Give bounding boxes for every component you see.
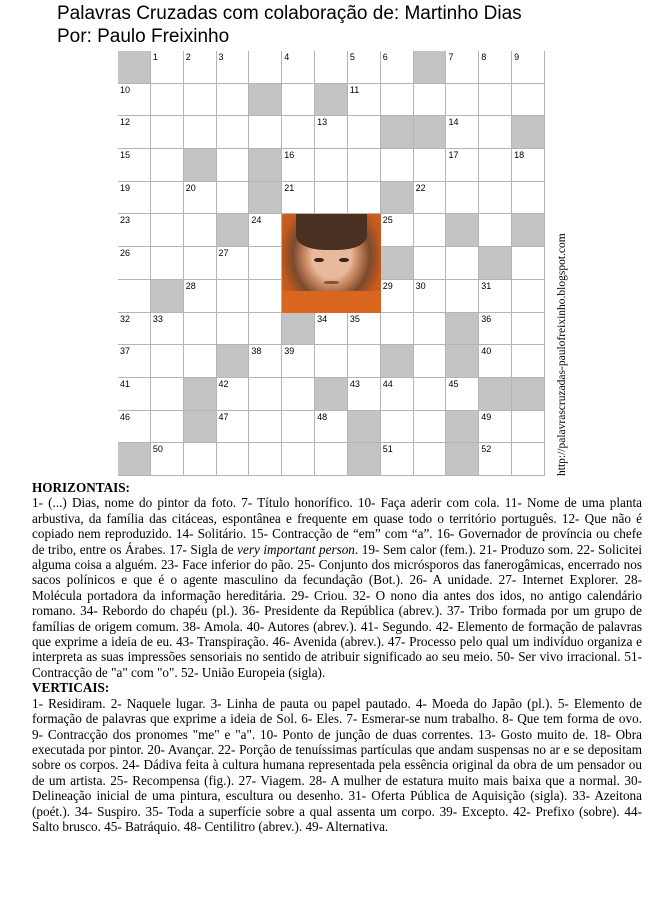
grid-cell[interactable] — [217, 149, 250, 182]
cell-number: 40 — [481, 346, 492, 357]
grid-cell[interactable] — [151, 214, 184, 247]
grid-cell[interactable] — [217, 84, 250, 117]
grid-cell[interactable] — [151, 51, 184, 84]
grid-cell[interactable] — [446, 84, 479, 117]
grid-cell[interactable] — [446, 51, 479, 84]
grid-cell[interactable] — [315, 116, 348, 149]
cell-number: 41 — [120, 378, 131, 389]
cell-number: 14 — [448, 117, 459, 128]
grid-cell[interactable] — [414, 345, 447, 378]
black-cell — [512, 214, 545, 247]
grid-cell[interactable] — [315, 182, 348, 215]
grid-cell[interactable] — [217, 443, 250, 476]
grid-cell[interactable] — [414, 280, 447, 313]
black-cell — [446, 443, 479, 476]
grid-cell[interactable] — [118, 378, 151, 411]
black-cell — [446, 313, 479, 346]
cell-number: 8 — [481, 52, 487, 62]
grid-cell[interactable] — [151, 345, 184, 378]
black-cell — [446, 345, 479, 378]
blog-url: http://palavrascruzadas-paulofreixinho.blogspot.com — [556, 233, 568, 476]
grid-cell[interactable] — [184, 84, 217, 117]
grid-cell[interactable] — [348, 313, 381, 346]
cell-number: 28 — [185, 280, 196, 291]
grid-cell[interactable] — [348, 116, 381, 149]
black-cell — [315, 84, 348, 117]
author-line: Por: Paulo Freixinho — [57, 26, 230, 47]
cell-number: 44 — [382, 378, 393, 389]
grid-cell[interactable] — [315, 51, 348, 84]
grid-cell[interactable] — [249, 313, 282, 346]
black-cell — [348, 411, 381, 444]
grid-cell[interactable] — [118, 116, 151, 149]
grid-cell[interactable] — [479, 345, 512, 378]
grid-cell[interactable] — [151, 84, 184, 117]
crossword-grid — [118, 51, 545, 476]
cell-number: 27 — [218, 248, 229, 259]
grid-cell[interactable] — [249, 214, 282, 247]
grid-cell[interactable] — [217, 280, 250, 313]
cell-number: 5 — [349, 52, 355, 62]
black-cell — [381, 345, 414, 378]
grid-cell[interactable] — [315, 149, 348, 182]
black-cell — [184, 149, 217, 182]
cell-number: 29 — [382, 280, 393, 291]
grid-cell[interactable] — [118, 214, 151, 247]
grid-cell[interactable] — [348, 149, 381, 182]
grid-cell[interactable] — [414, 182, 447, 215]
grid-cell[interactable] — [217, 313, 250, 346]
cell-number: 32 — [120, 313, 131, 324]
grid-cell[interactable] — [348, 84, 381, 117]
grid-cell[interactable] — [446, 247, 479, 280]
grid-cell[interactable] — [282, 116, 315, 149]
grid-cell[interactable] — [446, 149, 479, 182]
grid-cell[interactable] — [348, 182, 381, 215]
grid-cell[interactable] — [249, 443, 282, 476]
grid-cell[interactable] — [512, 247, 545, 280]
cell-number: 51 — [382, 444, 393, 455]
cell-number: 21 — [284, 182, 295, 193]
grid-cell[interactable] — [512, 149, 545, 182]
grid-cell[interactable] — [249, 280, 282, 313]
black-cell — [446, 411, 479, 444]
grid-cell[interactable] — [249, 247, 282, 280]
cell-number: 7 — [448, 52, 454, 62]
grid-cell[interactable] — [512, 313, 545, 346]
cell-number: 25 — [382, 215, 393, 226]
grid-cell[interactable] — [512, 84, 545, 117]
cell-number: 20 — [185, 182, 196, 193]
black-cell — [414, 51, 447, 84]
grid-cell[interactable] — [512, 345, 545, 378]
black-cell — [118, 51, 151, 84]
grid-cell[interactable] — [282, 378, 315, 411]
black-cell — [315, 378, 348, 411]
grid-cell[interactable] — [414, 378, 447, 411]
grid-cell[interactable] — [348, 51, 381, 84]
cell-number: 45 — [448, 378, 459, 389]
black-cell — [381, 247, 414, 280]
grid-cell[interactable] — [381, 84, 414, 117]
grid-cell[interactable] — [184, 443, 217, 476]
grid-cell[interactable] — [414, 411, 447, 444]
grid-cell[interactable] — [479, 84, 512, 117]
grid-cell[interactable] — [151, 411, 184, 444]
grid-cell[interactable] — [118, 411, 151, 444]
grid-cell[interactable] — [282, 443, 315, 476]
cell-number: 46 — [120, 411, 131, 422]
grid-cell[interactable] — [184, 51, 217, 84]
grid-cell[interactable] — [414, 247, 447, 280]
cell-number: 1 — [152, 52, 158, 62]
grid-cell[interactable] — [151, 378, 184, 411]
black-cell — [282, 313, 315, 346]
grid-cell[interactable] — [414, 214, 447, 247]
grid-cell[interactable] — [479, 443, 512, 476]
cell-number: 3 — [218, 52, 224, 62]
vertical-clues: 1- Residiram. 2- Naquele lugar. 3- Linha de pauta ou papel pautado. 4- Moeda do Japão (pl.). 5- Elemento de formação de palavras que exprime a ideia de Sol. 6- Eles. 7- Esmerar-se num trabalho. 8- Que tem forma de ovo. 9- Contracção dos pronomes "me" e "a". 10- Ponto de junção de duas correntes. 13- Gosto muito de. 18- Obra executada por pintor. 20- Avançar. 22- Porção de tenuíssimas partículas que andam suspensas no ar e se depositam sobre os corpos. 24- Dádiva feita à cultura humana representada pela essência original da obra de um pensador ou de um artista. 25- Recompensa (fig.). 27- Viagem. 28- A mulher de estatura muito mais baixa que a normal. 30- Delineação inicial de uma pintura, escultura ou desenho. 31- Oferta Pública de Aquisição (sigla). 33- Azeitona (poét.). 34- Suspiro. 35- Toda a superfície sobre a qual assenta um corpo. 39- Excepto. 42- Prefixo (sobre). 44- Salto brusco. 45- Batráquio. 48- Centilitro (abrev.). 49- Alternativa. — [32, 695, 642, 834]
grid-cell[interactable] — [118, 84, 151, 117]
cell-number: 49 — [481, 411, 492, 422]
grid-cell[interactable] — [479, 51, 512, 84]
black-cell — [381, 182, 414, 215]
grid-cell[interactable] — [381, 443, 414, 476]
cell-number: 11 — [349, 84, 360, 95]
grid-cell[interactable] — [151, 443, 184, 476]
cell-number: 4 — [284, 52, 290, 62]
grid-cell[interactable] — [381, 411, 414, 444]
black-cell — [479, 378, 512, 411]
grid-cell[interactable] — [217, 411, 250, 444]
grid-cell[interactable] — [118, 313, 151, 346]
grid-cell[interactable] — [184, 280, 217, 313]
grid-cell[interactable] — [479, 214, 512, 247]
grid-cell[interactable] — [217, 247, 250, 280]
grid-cell[interactable] — [118, 247, 151, 280]
grid-cell[interactable] — [249, 345, 282, 378]
grid-cell[interactable] — [381, 51, 414, 84]
grid-cell[interactable] — [282, 84, 315, 117]
cell-number: 26 — [120, 248, 131, 259]
grid-cell[interactable] — [479, 116, 512, 149]
cell-number: 16 — [284, 150, 295, 161]
cell-number: 30 — [415, 280, 426, 291]
grid-cell[interactable] — [118, 345, 151, 378]
grid-cell[interactable] — [151, 116, 184, 149]
horizontal-clues-part1: 1- (...) Dias, nome do pintor da foto. 7- Título honorífico. 10- Faça aderir com cola. 11- Nome de uma planta arbustiva, da família das citáceas, espontânea e frequente em quase todo o território português. 12- Que não é copiado nem reproduzido. 14- Solitário. 15- Contracção de “em” com “a”. 16- Governador de província ou chefe de tribo, entre os Árabes. 17- Sigla de — [32, 495, 642, 557]
grid-cell[interactable] — [315, 411, 348, 444]
grid-cell[interactable] — [184, 313, 217, 346]
cell-number: 36 — [481, 313, 492, 324]
black-cell — [512, 378, 545, 411]
grid-cell[interactable] — [217, 182, 250, 215]
cell-number: 22 — [415, 182, 426, 193]
cell-number: 23 — [120, 215, 131, 226]
black-cell — [249, 84, 282, 117]
grid-cell[interactable] — [151, 182, 184, 215]
grid-cell[interactable] — [249, 51, 282, 84]
grid-cell[interactable] — [282, 345, 315, 378]
grid-cell[interactable] — [118, 280, 151, 313]
black-cell — [217, 214, 250, 247]
grid-cell[interactable] — [479, 411, 512, 444]
grid-cell[interactable] — [217, 51, 250, 84]
grid-cell[interactable] — [217, 378, 250, 411]
grid-cell[interactable] — [381, 214, 414, 247]
cell-number: 34 — [317, 313, 328, 324]
black-cell — [414, 116, 447, 149]
grid-cell[interactable] — [315, 313, 348, 346]
grid-cell[interactable] — [151, 313, 184, 346]
black-cell — [184, 411, 217, 444]
horizontal-clues-part2: . 19- Sem calor (fem.). 21- Produzo som. 22- Solicitei alguma coisa a alguém. 23- Face inferior do pão. 25- Conjunto dos micrósporos das fanerogâmicas, encerrado nos sacos polínicos e que é o agente masculino da fecundação (Bot.). 26- A unidade. 27- Internet Explorer. 28- Molécula portadora da informação hereditária. 29- Criou. 32- O nono dia antes dos idos, no antigo calendário romano. 34- Rebordo do chapéu (pl.). 36- Presidente da República (abrev.). 37- Tribo formada por um grupo de famílias de origem comum. 38- Amola. 40- Autores (abrev.). 41- Segundo. 42- Elemento de formação de palavras que exprime a ideia de eu. 43- Transpiração. 46- Avenida (abrev.). 47- Processo pelo qual um indivíduo organiza e interpreta as suas impressões sensoriais no sentido de atribuir significado ao seu meio. 50- Ser vivo irracional. 51- Contracção de "a" com "o". 52- União Europeia (sigla). — [32, 541, 642, 680]
black-cell — [446, 214, 479, 247]
grid-cell[interactable] — [151, 149, 184, 182]
black-cell — [118, 443, 151, 476]
grid-cell[interactable] — [479, 182, 512, 215]
grid-cell[interactable] — [414, 313, 447, 346]
grid-cell[interactable] — [184, 345, 217, 378]
vertical-heading: VERTICAIS: — [32, 680, 110, 696]
cell-number: 17 — [448, 150, 459, 161]
grid-cell[interactable] — [381, 378, 414, 411]
black-cell — [512, 116, 545, 149]
cell-number: 38 — [251, 346, 262, 357]
cell-number: 15 — [120, 150, 131, 161]
grid-cell[interactable] — [184, 214, 217, 247]
grid-cell[interactable] — [249, 116, 282, 149]
grid-cell[interactable] — [118, 149, 151, 182]
grid-cell[interactable] — [118, 182, 151, 215]
grid-cell[interactable] — [315, 443, 348, 476]
black-cell — [479, 247, 512, 280]
black-cell — [249, 149, 282, 182]
cell-number: 35 — [349, 313, 360, 324]
grid-cell[interactable] — [512, 280, 545, 313]
grid-cell[interactable] — [446, 116, 479, 149]
grid-cell[interactable] — [315, 345, 348, 378]
grid-cell[interactable] — [414, 84, 447, 117]
black-cell — [348, 443, 381, 476]
grid-cell[interactable] — [249, 411, 282, 444]
cell-number: 9 — [514, 52, 520, 62]
clues-section — [32, 480, 642, 834]
grid-cell[interactable] — [282, 51, 315, 84]
cell-number: 37 — [120, 346, 131, 357]
painter-photo — [282, 214, 381, 312]
grid-cell[interactable] — [479, 149, 512, 182]
horizontal-clues-italic: very important person — [237, 541, 355, 557]
grid-cell[interactable] — [282, 182, 315, 215]
grid-cell[interactable] — [217, 116, 250, 149]
grid-cell[interactable] — [479, 280, 512, 313]
grid-cell[interactable] — [479, 313, 512, 346]
black-cell — [381, 116, 414, 149]
grid-cell[interactable] — [282, 411, 315, 444]
grid-cell[interactable] — [348, 378, 381, 411]
cell-number: 19 — [120, 182, 131, 193]
cell-number: 43 — [349, 378, 360, 389]
grid-cell[interactable] — [184, 247, 217, 280]
cell-number: 52 — [481, 444, 492, 455]
black-cell — [217, 345, 250, 378]
black-cell — [249, 182, 282, 215]
grid-cell[interactable] — [414, 443, 447, 476]
grid-cell[interactable] — [446, 378, 479, 411]
cell-number: 48 — [317, 411, 328, 422]
grid-cell[interactable] — [184, 182, 217, 215]
cell-number: 13 — [317, 117, 328, 128]
grid-cell[interactable] — [184, 116, 217, 149]
grid-cell[interactable] — [381, 149, 414, 182]
grid-cell[interactable] — [446, 280, 479, 313]
cell-number: 6 — [382, 52, 388, 62]
cell-number: 39 — [284, 346, 295, 357]
grid-cell[interactable] — [512, 443, 545, 476]
grid-cell[interactable] — [512, 182, 545, 215]
grid-cell[interactable] — [414, 149, 447, 182]
page-title: Palavras Cruzadas com colaboração de: Martinho Dias — [57, 3, 522, 24]
grid-cell[interactable] — [512, 411, 545, 444]
grid-cell[interactable] — [151, 247, 184, 280]
black-cell — [151, 280, 184, 313]
grid-cell[interactable] — [282, 149, 315, 182]
grid-cell[interactable] — [348, 345, 381, 378]
cell-number: 18 — [514, 150, 525, 161]
grid-cell[interactable] — [446, 182, 479, 215]
cell-number: 2 — [185, 52, 191, 62]
horizontal-heading: HORIZONTAIS: — [32, 480, 130, 495]
cell-number: 31 — [481, 280, 492, 291]
black-cell — [184, 378, 217, 411]
cell-number: 50 — [152, 444, 163, 455]
cell-number: 42 — [218, 378, 229, 389]
grid-cell[interactable] — [249, 378, 282, 411]
grid-cell[interactable] — [381, 313, 414, 346]
cell-number: 12 — [120, 117, 131, 128]
grid-cell[interactable] — [512, 51, 545, 84]
horizontal-clues — [32, 495, 642, 680]
cell-number: 33 — [152, 313, 163, 324]
cell-number: 10 — [120, 84, 131, 95]
grid-cell[interactable] — [381, 280, 414, 313]
cell-number: 47 — [218, 411, 229, 422]
cell-number: 24 — [251, 215, 262, 226]
